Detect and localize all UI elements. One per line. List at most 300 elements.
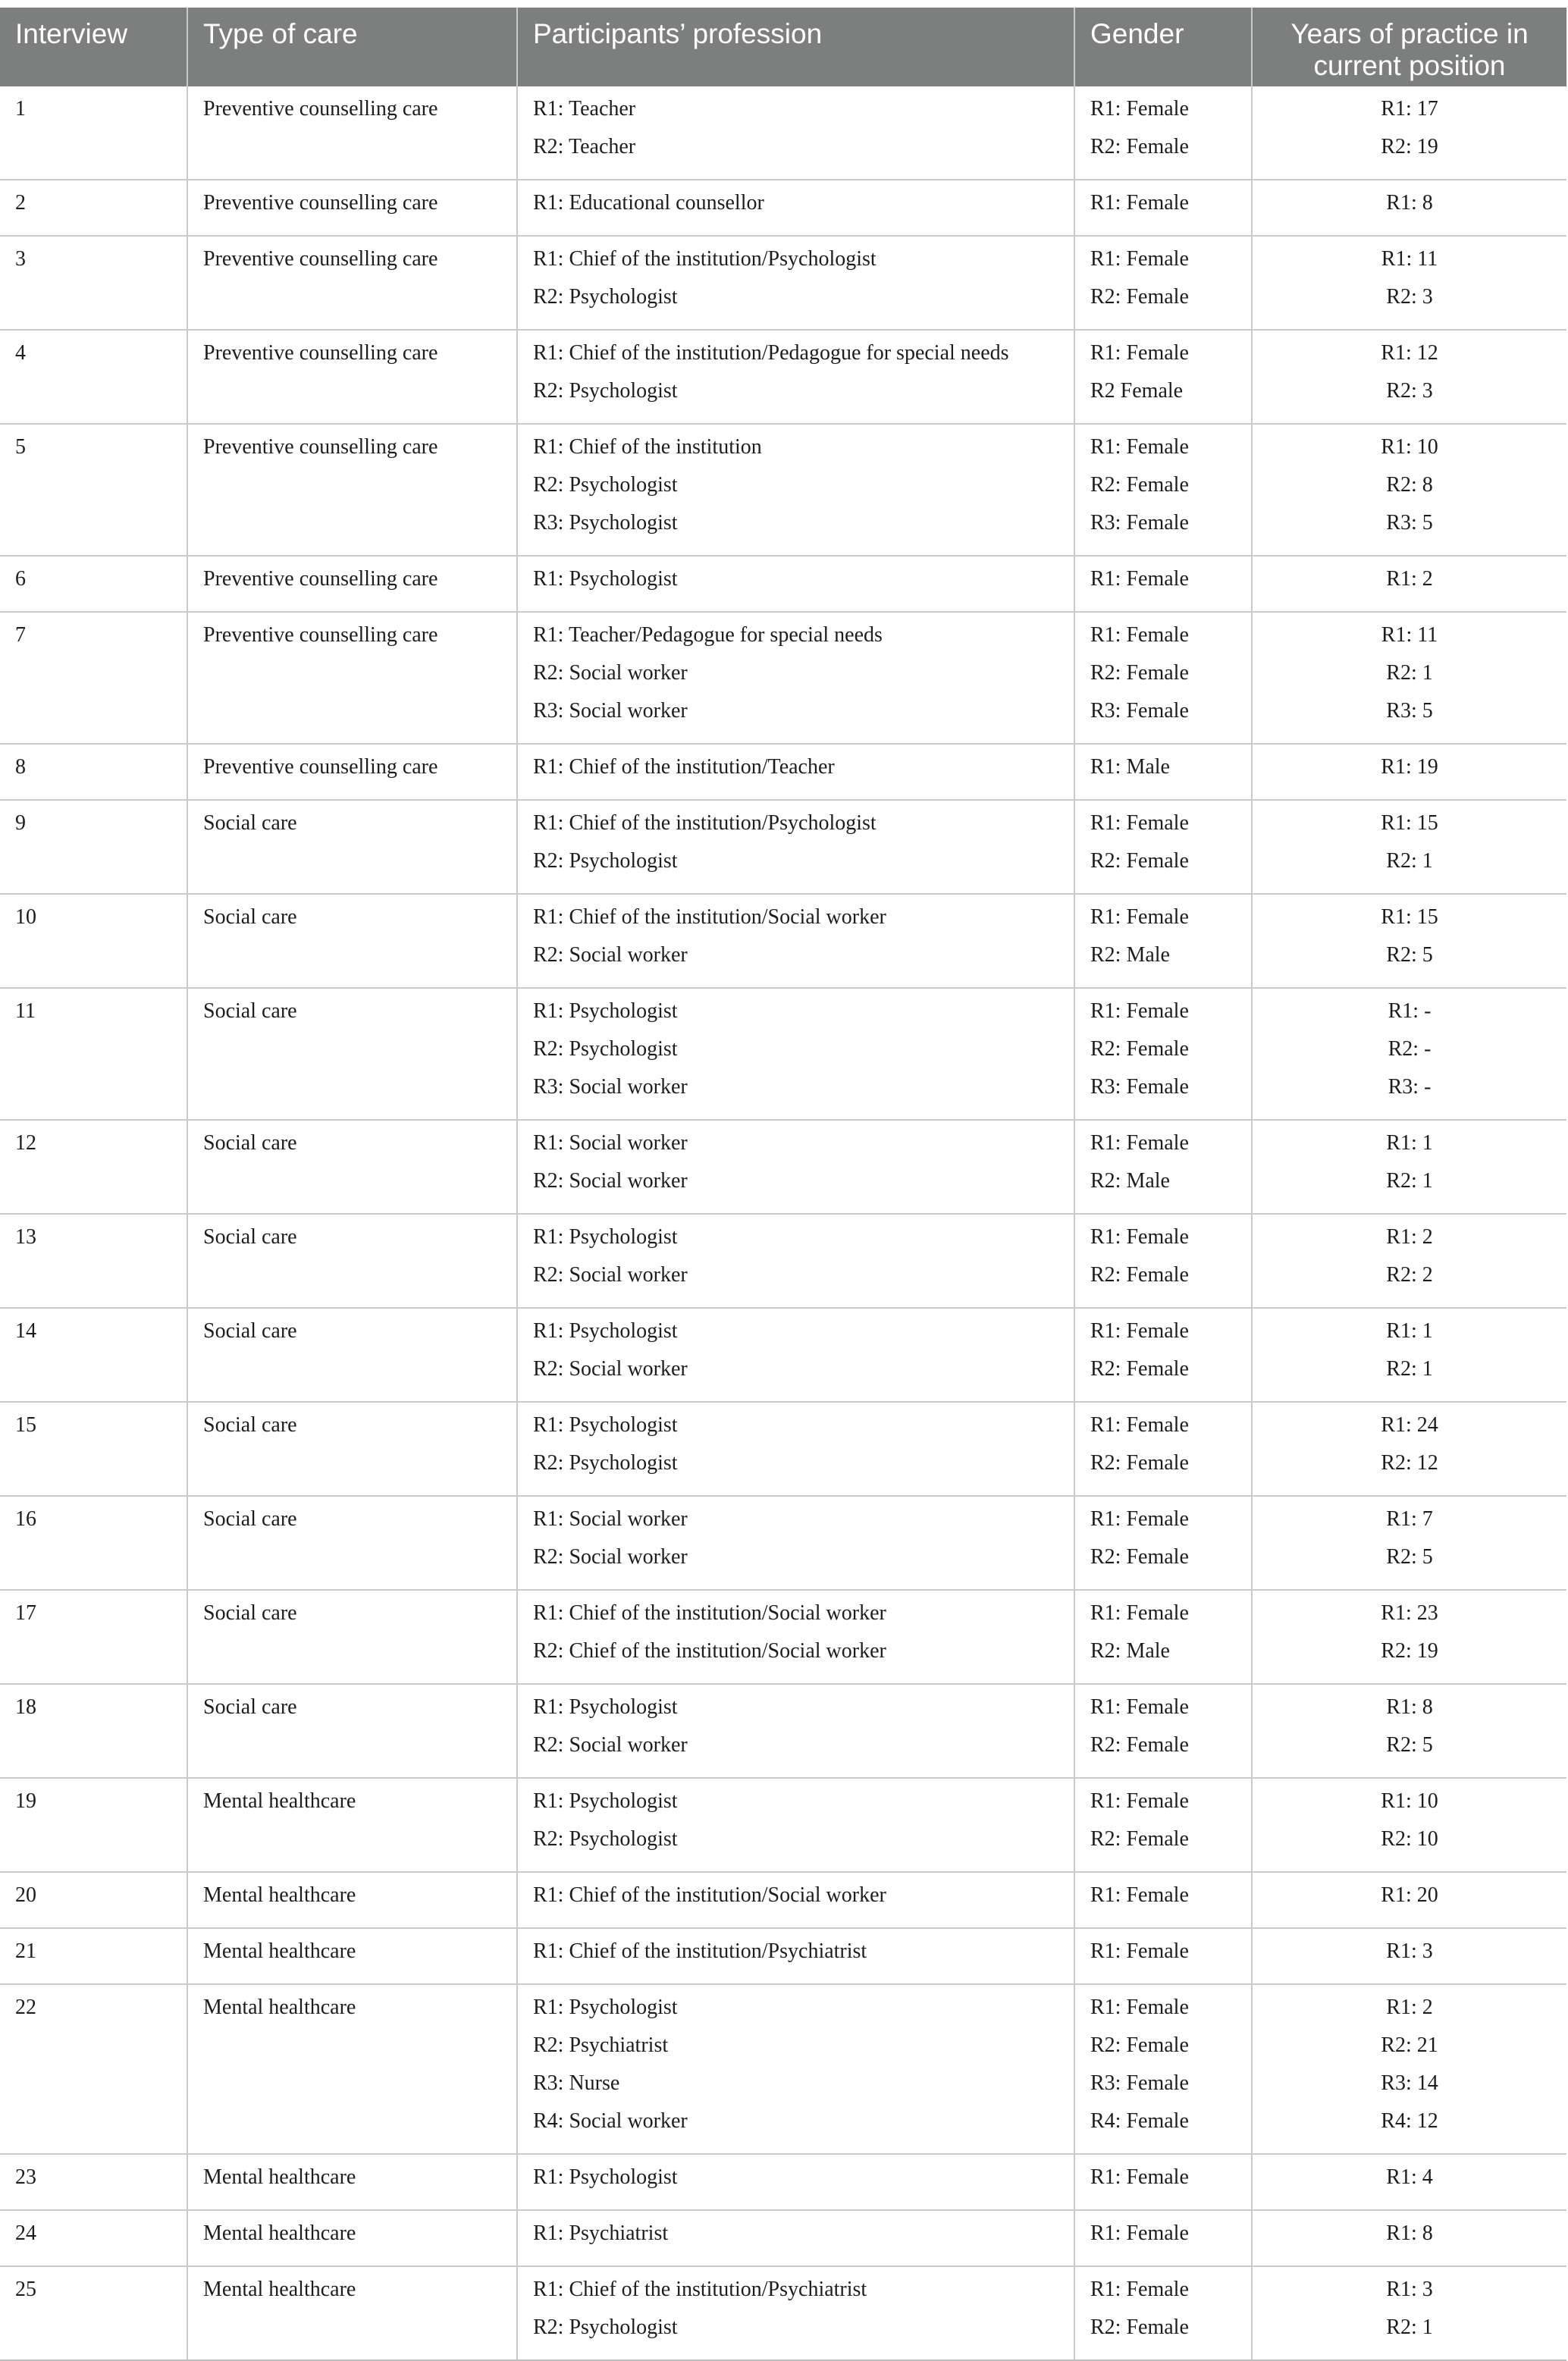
profession-entry: R1: Psychologist [533, 1789, 678, 1813]
table-body [0, 86, 1566, 2360]
years-cell [1252, 1496, 1566, 1590]
gender-cell [1074, 424, 1252, 556]
gender-entry: R1: Female [1090, 1131, 1189, 1155]
interview-cell [0, 1308, 187, 1402]
years-entry: R1: 8 [1386, 1695, 1433, 1719]
gender-cell [1074, 2266, 1252, 2360]
interview-number: 13 [15, 1225, 36, 1249]
gender-entry: R1: Female [1090, 1225, 1189, 1249]
gender-entry: R3: Female [1090, 699, 1189, 723]
type-of-care-cell [187, 1984, 517, 2154]
type-of-care: Mental healthcare [203, 2221, 356, 2245]
profession-cell [517, 1496, 1074, 1590]
type-of-care-cell [187, 800, 517, 894]
profession-entry: R2: Psychiatrist [533, 2033, 669, 2057]
interview-number: 20 [15, 1883, 36, 1907]
interview-number: 21 [15, 1939, 36, 1963]
years-entry: R1: 2 [1386, 567, 1433, 591]
gender-entry: R1: Female [1090, 1507, 1189, 1531]
years-cell [1252, 2154, 1566, 2210]
interview-cell [0, 1120, 187, 1214]
gender-entry: R2: Male [1090, 1639, 1170, 1663]
years-cell [1252, 236, 1566, 330]
profession-entry: R1: Psychologist [533, 2165, 678, 2189]
profession-entry: R2: Chief of the institution/Social worker [533, 1639, 886, 1663]
gender-entry: R1: Female [1090, 1601, 1189, 1625]
gender-entry: R2: Female [1090, 1037, 1189, 1061]
interview-cell [0, 744, 187, 800]
years-entry: R2: 5 [1386, 943, 1433, 967]
interview-cell [0, 1402, 187, 1496]
type-of-care-cell [187, 556, 517, 612]
interview-number: 9 [15, 811, 26, 835]
gender-cell [1074, 988, 1252, 1120]
gender-cell [1074, 1778, 1252, 1872]
gender-cell [1074, 894, 1252, 988]
table-row [0, 1308, 1566, 1402]
interview-cell [0, 2154, 187, 2210]
years-entry: R4: 12 [1381, 2109, 1438, 2133]
interview-number: 11 [15, 999, 36, 1023]
interview-number: 10 [15, 905, 36, 929]
gender-entry: R1: Female [1090, 567, 1189, 591]
years-cell [1252, 744, 1566, 800]
years-cell [1252, 1684, 1566, 1778]
years-entry: R2: 1 [1386, 849, 1433, 873]
profession-cell [517, 330, 1074, 424]
interview-cell [0, 612, 187, 744]
interview-cell [0, 1778, 187, 1872]
gender-entry: R4: Female [1090, 2109, 1189, 2133]
type-of-care: Mental healthcare [203, 2165, 356, 2189]
profession-cell [517, 1928, 1074, 1984]
gender-cell [1074, 1214, 1252, 1308]
profession-entry: R1: Educational counsellor [533, 191, 764, 215]
type-of-care-cell [187, 988, 517, 1120]
profession-entry: R2: Psychologist [533, 379, 678, 403]
table-row [0, 1872, 1566, 1928]
years-cell [1252, 1214, 1566, 1308]
years-cell [1252, 424, 1566, 556]
interview-cell [0, 988, 187, 1120]
type-of-care-cell [187, 1684, 517, 1778]
gender-cell [1074, 180, 1252, 236]
type-of-care: Preventive counselling care [203, 247, 438, 271]
profession-entry: R2: Social worker [533, 1263, 688, 1287]
profession-entry: R2: Social worker [533, 1733, 688, 1757]
type-of-care: Mental healthcare [203, 1789, 356, 1813]
years-entry: R3: 5 [1386, 511, 1433, 535]
interview-cell [0, 1214, 187, 1308]
gender-cell [1074, 1402, 1252, 1496]
profession-cell [517, 424, 1074, 556]
profession-entry: R1: Psychiatrist [533, 2221, 669, 2245]
profession-entry: R2: Social worker [533, 1169, 688, 1193]
profession-entry: R1: Psychologist [533, 1413, 678, 1437]
years-entry: R2: 3 [1386, 285, 1433, 309]
type-of-care: Social care [203, 905, 297, 929]
type-of-care-cell [187, 1214, 517, 1308]
years-entry: R1: 7 [1386, 1507, 1433, 1531]
type-of-care-cell [187, 1872, 517, 1928]
gender-entry: R3: Female [1090, 511, 1189, 535]
gender-cell [1074, 1120, 1252, 1214]
type-of-care-cell [187, 236, 517, 330]
table-row [0, 2266, 1566, 2360]
type-of-care-cell [187, 894, 517, 988]
type-of-care: Social care [203, 1601, 297, 1625]
interview-number: 24 [15, 2221, 36, 2245]
interview-number: 4 [15, 341, 26, 365]
table-row [0, 556, 1566, 612]
table-row [0, 2154, 1566, 2210]
type-of-care-cell [187, 1928, 517, 1984]
header-type-of-care: Type of care [187, 8, 517, 86]
profession-cell [517, 2266, 1074, 2360]
years-entry: R1: 8 [1386, 191, 1433, 215]
type-of-care: Social care [203, 1319, 297, 1343]
gender-entry: R1: Female [1090, 435, 1189, 459]
table-row [0, 1984, 1566, 2154]
years-entry: R2: 1 [1386, 1357, 1433, 1381]
interview-cell [0, 800, 187, 894]
years-cell [1252, 1120, 1566, 1214]
table-row [0, 2210, 1566, 2266]
years-cell [1252, 988, 1566, 1120]
header-interview: Interview [0, 8, 187, 86]
gender-entry: R2: Female [1090, 135, 1189, 158]
interview-number: 23 [15, 2165, 36, 2189]
table-row [0, 1684, 1566, 1778]
years-entry: R2: 10 [1381, 1827, 1438, 1851]
interview-number: 12 [15, 1131, 36, 1155]
type-of-care: Social care [203, 999, 297, 1023]
table-row [0, 330, 1566, 424]
profession-entry: R1: Teacher/Pedagogue for special needs [533, 623, 883, 647]
profession-entry: R2: Social worker [533, 1545, 688, 1569]
table-row [0, 988, 1566, 1120]
profession-entry: R1: Psychologist [533, 567, 678, 591]
gender-cell [1074, 1308, 1252, 1402]
interview-number: 19 [15, 1789, 36, 1813]
table-row [0, 86, 1566, 180]
table-row [0, 1928, 1566, 1984]
table-row [0, 894, 1566, 988]
gender-entry: R2: Female [1090, 1545, 1189, 1569]
type-of-care-cell [187, 2210, 517, 2266]
gender-entry: R1: Female [1090, 999, 1189, 1023]
header-gender: Gender [1074, 8, 1252, 86]
gender-entry: R2: Female [1090, 2033, 1189, 2057]
years-cell [1252, 800, 1566, 894]
years-entry: R2: 5 [1386, 1545, 1433, 1569]
gender-entry: R2 Female [1090, 379, 1184, 403]
table-row [0, 180, 1566, 236]
gender-entry: R2: Female [1090, 285, 1189, 309]
type-of-care-cell [187, 744, 517, 800]
profession-entry: R1: Social worker [533, 1131, 688, 1155]
gender-entry: R1: Female [1090, 191, 1189, 215]
interview-cell [0, 330, 187, 424]
interview-cell [0, 1872, 187, 1928]
participants-table-container [0, 8, 1566, 2361]
profession-entry: R3: Social worker [533, 1075, 688, 1099]
type-of-care-cell [187, 1402, 517, 1496]
type-of-care-cell [187, 1778, 517, 1872]
profession-entry: R2: Psychologist [533, 285, 678, 309]
table-row [0, 1214, 1566, 1308]
type-of-care: Social care [203, 1225, 297, 1249]
profession-cell [517, 1308, 1074, 1402]
profession-cell [517, 1214, 1074, 1308]
profession-cell [517, 894, 1074, 988]
interview-number: 14 [15, 1319, 36, 1343]
type-of-care: Mental healthcare [203, 1883, 356, 1907]
years-entry: R1: 1 [1386, 1319, 1433, 1343]
years-entry: R2: - [1388, 1037, 1432, 1061]
profession-entry: R1: Chief of the institution/Psychologist [533, 247, 877, 271]
interview-number: 17 [15, 1601, 36, 1625]
gender-entry: R2: Female [1090, 849, 1189, 873]
type-of-care: Social care [203, 1695, 297, 1719]
gender-entry: R1: Female [1090, 905, 1189, 929]
gender-entry: R2: Female [1090, 1451, 1189, 1475]
interview-number: 1 [15, 97, 26, 121]
profession-cell [517, 1120, 1074, 1214]
years-entry: R2: 19 [1381, 1639, 1438, 1663]
gender-entry: R2: Female [1090, 1357, 1189, 1381]
type-of-care: Social care [203, 1413, 297, 1437]
profession-entry: R1: Chief of the institution/Teacher [533, 755, 835, 779]
years-cell [1252, 2266, 1566, 2360]
gender-entry: R1: Female [1090, 1413, 1189, 1437]
gender-entry: R1: Female [1090, 1695, 1189, 1719]
profession-entry: R1: Teacher [533, 97, 636, 121]
years-cell [1252, 1928, 1566, 1984]
years-entry: R3: 5 [1386, 699, 1433, 723]
years-cell [1252, 894, 1566, 988]
gender-cell [1074, 800, 1252, 894]
gender-cell [1074, 556, 1252, 612]
type-of-care: Social care [203, 1131, 297, 1155]
profession-entry: R1: Chief of the institution/Psychologist [533, 811, 877, 835]
gender-entry: R1: Female [1090, 1996, 1189, 2019]
profession-cell [517, 2210, 1074, 2266]
years-cell [1252, 612, 1566, 744]
gender-entry: R1: Female [1090, 2221, 1189, 2245]
interview-number: 7 [15, 623, 26, 647]
profession-entry: R2: Psychologist [533, 1037, 678, 1061]
type-of-care: Preventive counselling care [203, 567, 438, 591]
years-entry: R1: 3 [1386, 1939, 1433, 1963]
years-entry: R2: 21 [1381, 2033, 1438, 2057]
gender-entry: R1: Female [1090, 341, 1189, 365]
years-entry: R1: 1 [1386, 1131, 1433, 1155]
profession-cell [517, 744, 1074, 800]
table-row [0, 424, 1566, 556]
gender-entry: R1: Female [1090, 2278, 1189, 2301]
years-entry: R1: 20 [1381, 1883, 1438, 1907]
years-cell [1252, 1778, 1566, 1872]
gender-cell [1074, 1872, 1252, 1928]
type-of-care-cell [187, 2154, 517, 2210]
profession-cell [517, 180, 1074, 236]
gender-cell [1074, 1984, 1252, 2154]
years-entry: R3: 14 [1381, 2071, 1438, 2095]
gender-cell [1074, 86, 1252, 180]
type-of-care: Mental healthcare [203, 1996, 356, 2019]
profession-cell [517, 1984, 1074, 2154]
table-header [0, 8, 1566, 86]
years-entry: R1: 12 [1381, 341, 1438, 365]
profession-entry: R1: Social worker [533, 1507, 688, 1531]
type-of-care-cell [187, 612, 517, 744]
years-entry: R1: 15 [1381, 905, 1438, 929]
gender-cell [1074, 236, 1252, 330]
type-of-care: Preventive counselling care [203, 191, 438, 215]
profession-entry: R2: Psychologist [533, 1451, 678, 1475]
gender-entry: R1: Female [1090, 1939, 1189, 1963]
gender-entry: R1: Male [1090, 755, 1170, 779]
profession-entry: R3: Nurse [533, 2071, 620, 2095]
interview-cell [0, 1928, 187, 1984]
gender-entry: R1: Female [1090, 2165, 1189, 2189]
type-of-care: Social care [203, 811, 297, 835]
interview-cell [0, 556, 187, 612]
gender-cell [1074, 2210, 1252, 2266]
gender-entry: R1: Female [1090, 1319, 1189, 1343]
interview-number: 2 [15, 191, 26, 215]
gender-entry: R2: Male [1090, 1169, 1170, 1193]
type-of-care: Preventive counselling care [203, 97, 438, 121]
gender-entry: R1: Female [1090, 623, 1189, 647]
interview-number: 16 [15, 1507, 36, 1531]
interview-number: 25 [15, 2278, 36, 2301]
profession-entry: R1: Psychologist [533, 1695, 678, 1719]
years-entry: R1: 2 [1386, 1996, 1433, 2019]
profession-cell [517, 612, 1074, 744]
type-of-care-cell [187, 424, 517, 556]
gender-cell [1074, 1590, 1252, 1684]
gender-cell [1074, 1928, 1252, 1984]
table-row [0, 236, 1566, 330]
profession-entry: R4: Social worker [533, 2109, 688, 2133]
interview-cell [0, 894, 187, 988]
years-entry: R1: 3 [1386, 2278, 1433, 2301]
type-of-care-cell [187, 1590, 517, 1684]
type-of-care-cell [187, 1120, 517, 1214]
years-entry: R1: 15 [1381, 811, 1438, 835]
profession-entry: R3: Psychologist [533, 511, 678, 535]
profession-entry: R3: Social worker [533, 699, 688, 723]
gender-entry: R3: Female [1090, 2071, 1189, 2095]
years-cell [1252, 86, 1566, 180]
interview-number: 8 [15, 755, 26, 779]
years-cell [1252, 180, 1566, 236]
type-of-care-cell [187, 1308, 517, 1402]
years-entry: R1: 19 [1381, 755, 1438, 779]
gender-entry: R2: Male [1090, 943, 1170, 967]
profession-entry: R2: Teacher [533, 135, 636, 158]
years-cell [1252, 1402, 1566, 1496]
years-entry: R3: - [1388, 1075, 1432, 1099]
gender-entry: R2: Female [1090, 1733, 1189, 1757]
gender-cell [1074, 1684, 1252, 1778]
profession-entry: R2: Social worker [533, 943, 688, 967]
gender-entry: R2: Female [1090, 2316, 1189, 2339]
interview-cell [0, 1590, 187, 1684]
years-cell [1252, 1308, 1566, 1402]
gender-cell [1074, 2154, 1252, 2210]
gender-cell [1074, 744, 1252, 800]
type-of-care: Preventive counselling care [203, 755, 438, 779]
years-entry: R1: - [1388, 999, 1432, 1023]
years-entry: R1: 4 [1386, 2165, 1433, 2189]
interview-cell [0, 2266, 187, 2360]
gender-entry: R1: Female [1090, 97, 1189, 121]
interview-number: 6 [15, 567, 26, 591]
profession-cell [517, 1590, 1074, 1684]
interview-cell [0, 1496, 187, 1590]
profession-entry: R2: Psychologist [533, 1827, 678, 1851]
profession-entry: R1: Chief of the institution/Psychiatrist [533, 2278, 867, 2301]
profession-entry: R1: Psychologist [533, 1319, 678, 1343]
type-of-care: Social care [203, 1507, 297, 1531]
profession-entry: R1: Chief of the institution/Social worker [533, 905, 886, 929]
gender-entry: R2: Female [1090, 1263, 1189, 1287]
interview-cell [0, 2210, 187, 2266]
years-entry: R1: 17 [1381, 97, 1438, 121]
years-cell [1252, 330, 1566, 424]
type-of-care-cell [187, 330, 517, 424]
interview-cell [0, 180, 187, 236]
table-row [0, 1402, 1566, 1496]
table-row [0, 800, 1566, 894]
profession-cell [517, 1872, 1074, 1928]
gender-entry: R1: Female [1090, 1789, 1189, 1813]
years-entry: R1: 11 [1381, 247, 1438, 271]
profession-cell [517, 1778, 1074, 1872]
type-of-care: Preventive counselling care [203, 341, 438, 365]
years-cell [1252, 556, 1566, 612]
interview-number: 18 [15, 1695, 36, 1719]
profession-entry: R1: Chief of the institution/Psychiatrist [533, 1939, 867, 1963]
profession-cell [517, 988, 1074, 1120]
interview-cell [0, 1684, 187, 1778]
interview-cell [0, 236, 187, 330]
profession-entry: R1: Chief of the institution/Pedagogue for special needs [533, 341, 1009, 365]
table-row [0, 1590, 1566, 1684]
years-entry: R2: 1 [1386, 661, 1433, 685]
table-row [0, 612, 1566, 744]
table-row [0, 1120, 1566, 1214]
type-of-care-cell [187, 2266, 517, 2360]
table-row [0, 744, 1566, 800]
years-cell [1252, 2210, 1566, 2266]
type-of-care: Preventive counselling care [203, 435, 438, 459]
years-cell [1252, 1872, 1566, 1928]
years-entry: R2: 2 [1386, 1263, 1433, 1287]
profession-entry: R2: Social worker [533, 1357, 688, 1381]
profession-cell [517, 800, 1074, 894]
interview-number: 5 [15, 435, 26, 459]
years-entry: R1: 11 [1381, 623, 1438, 647]
profession-entry: R1: Chief of the institution/Social worker [533, 1883, 886, 1907]
profession-entry: R2: Social worker [533, 661, 688, 685]
interview-number: 22 [15, 1996, 36, 2019]
type-of-care-cell [187, 1496, 517, 1590]
profession-entry: R1: Psychologist [533, 1225, 678, 1249]
